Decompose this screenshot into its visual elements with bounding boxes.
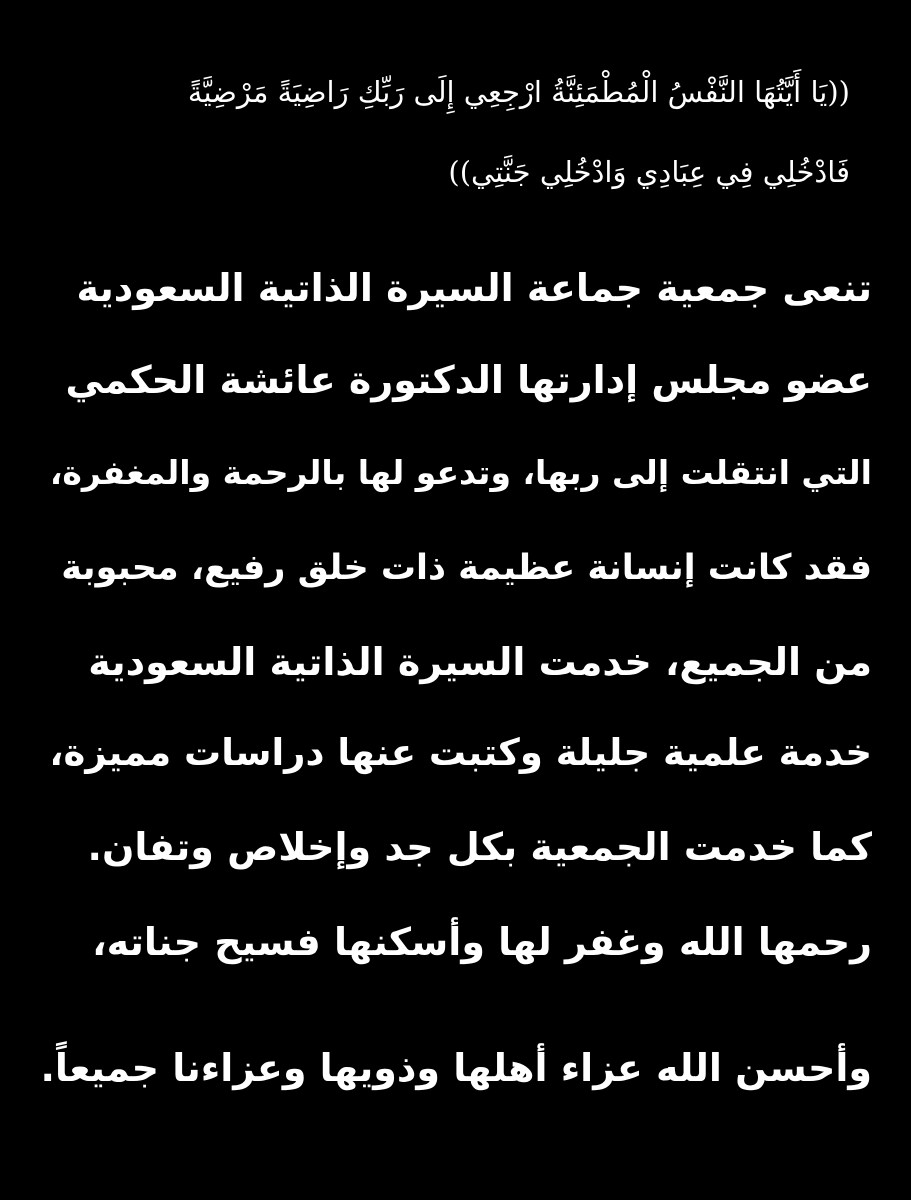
notice-line-6: خدمة علمية جليلة وكتبت عنها دراسات مميزة، <box>49 731 872 774</box>
notice-line-2: عضو مجلس إدارتها الدكتورة عائشة الحكمي <box>65 358 872 402</box>
quran-verse-line-2: فَادْخُلِي فِي عِبَادِي وَادْخُلِي جَنَّتِي)) <box>448 155 850 189</box>
notice-line-8: رحمها الله وغفر لها وأسكنها فسيح جناته، <box>92 920 872 964</box>
notice-line-9: وأحسن الله عزاء أهلها وذويها وعزاءنا جميعاً. <box>40 1046 872 1090</box>
notice-line-7: كما خدمت الجمعية بكل جد وإخلاص وتفان. <box>87 825 872 869</box>
notice-line-3: التي انتقلت إلى ربها، وتدعو لها بالرحمة والمغفرة، <box>49 453 872 492</box>
notice-line-4: فقد كانت إنسانة عظيمة ذات خلق رفيع، محبوبة <box>61 548 872 588</box>
notice-line-1: تنعى جمعية جماعة السيرة الذاتية السعودية <box>76 266 872 310</box>
notice-line-5: من الجميع، خدمت السيرة الذاتية السعودية <box>88 640 872 684</box>
quran-verse-line-1: ((يَا أَيَّتُهَا النَّفْسُ الْمُطْمَئِنَّةُ ارْجِعِي إِلَى رَبِّكِ رَاضِيَةً مَرْضِيَّةً <box>187 75 850 109</box>
